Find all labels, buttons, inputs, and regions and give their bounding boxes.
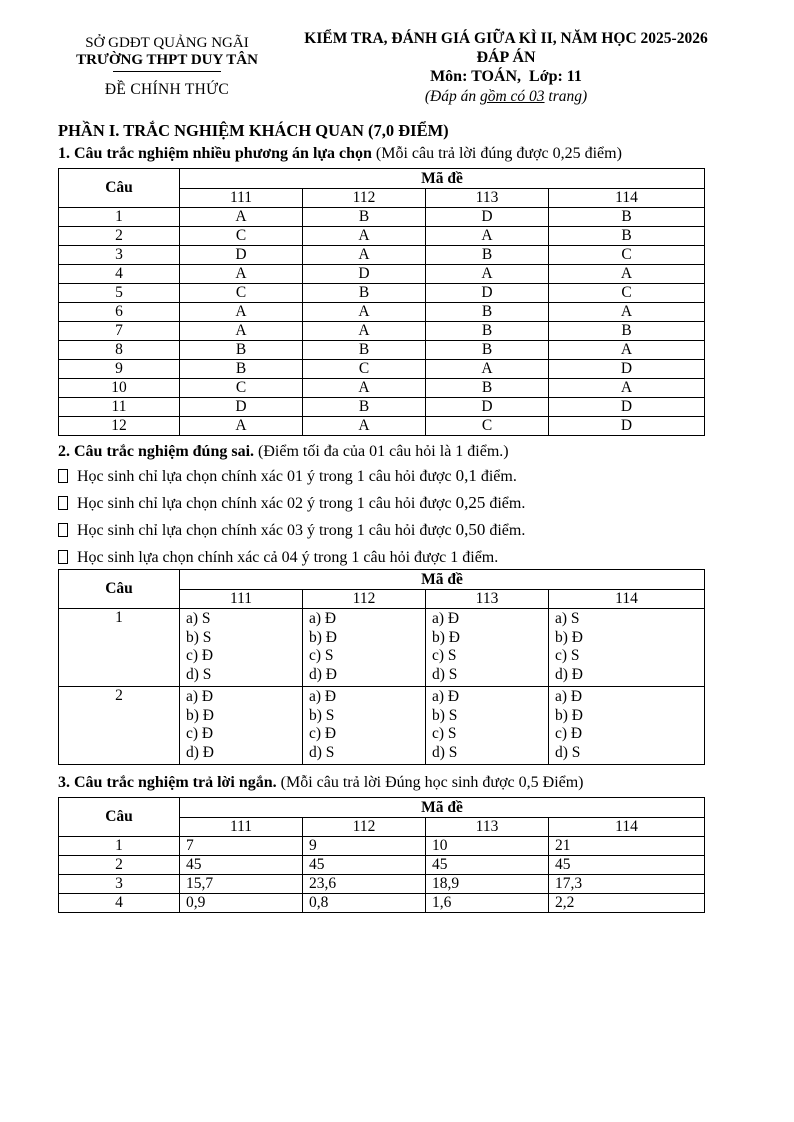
sub-answer: b) Đ — [555, 628, 583, 646]
sub-answer: b) Đ — [432, 628, 460, 646]
question-number: 12 — [59, 417, 180, 436]
question-number: 1 — [59, 208, 180, 227]
answer-cell: 15,7 — [180, 875, 303, 894]
question-number: 2 — [59, 856, 180, 875]
question-col-header: Câu — [59, 570, 180, 609]
answer-cell — [426, 687, 549, 765]
answer-cell: B — [549, 208, 705, 227]
answer-cell: 45 — [549, 856, 705, 875]
sub-answer: a) S — [186, 610, 211, 627]
answer-cell — [549, 609, 705, 687]
question-number: 4 — [59, 265, 180, 284]
table-row — [59, 398, 705, 417]
answer-cell: B — [426, 341, 549, 360]
answer-cell: A — [180, 303, 303, 322]
answer-cell: B — [180, 360, 303, 379]
answer-cell: C — [549, 246, 705, 265]
scoring-rule-item — [58, 467, 736, 486]
answer-cell: A — [549, 379, 705, 398]
answer-cell: A — [303, 379, 426, 398]
answer-cell: 45 — [426, 856, 549, 875]
scoring-rule-item — [58, 521, 736, 540]
answer-cell: A — [426, 360, 549, 379]
question-number: 4 — [59, 894, 180, 913]
answer-cell: A — [180, 265, 303, 284]
rule-score: 0,25 — [455, 493, 486, 512]
sub-answer: b) S — [432, 706, 458, 724]
answer-cell: 2,2 — [549, 894, 705, 913]
code-header: 114 — [549, 189, 705, 208]
rule-text: Học sinh chỉ lựa chọn chính xác 02 ý trong 1 câu hỏi được — [77, 495, 456, 512]
rule-text: Học sinh chỉ lựa chọn chính xác 01 ý trong 1 câu hỏi được — [77, 468, 456, 485]
answer-cell: A — [549, 341, 705, 360]
sub-answer: d) Đ — [555, 665, 583, 683]
table-header-row — [59, 570, 705, 590]
answer-cell: B — [303, 398, 426, 417]
answer-cell: B — [303, 284, 426, 303]
answer-cell: 7 — [180, 837, 303, 856]
section1-title-note: (Mỗi câu trả lời đúng được 0,25 điểm) — [375, 145, 622, 162]
subject-class-line: Môn: TOÁN, Lớp: 11 — [430, 68, 582, 85]
department-name: SỞ GDĐT QUẢNG NGÃI — [85, 35, 249, 51]
answer-cell: 9 — [303, 837, 426, 856]
rule-score: 0,50 — [455, 520, 486, 539]
code-header: 112 — [303, 818, 426, 837]
answer-cell: A — [303, 303, 426, 322]
sub-answer: a) Đ — [555, 688, 583, 705]
mcq-answers-table — [58, 168, 705, 436]
answer-cell: D — [549, 398, 705, 417]
code-header: 111 — [180, 590, 303, 609]
answer-cell: C — [180, 284, 303, 303]
table-row — [59, 265, 705, 284]
answer-cell: 21 — [549, 837, 705, 856]
question-number: 5 — [59, 284, 180, 303]
sub-answer: c) Đ — [186, 647, 214, 664]
answer-cell: 45 — [303, 856, 426, 875]
section2-title-note: (Điểm tối đa của 01 câu hỏi là 1 điểm.) — [258, 443, 509, 460]
square-bullet-icon — [58, 469, 68, 483]
sub-answer: d) S — [432, 743, 458, 761]
answer-cell: D — [426, 208, 549, 227]
school-name: TRƯỜNG THPT DUY TÂN — [76, 52, 258, 68]
question-number: 2 — [59, 687, 180, 765]
answer-cell — [180, 609, 303, 687]
sub-answer: b) S — [309, 706, 335, 724]
table-row — [59, 360, 705, 379]
answer-cell — [303, 609, 426, 687]
question-col-header: Câu — [59, 169, 180, 208]
code-group-header: Mã đề — [180, 570, 705, 590]
table-row — [59, 875, 705, 894]
code-group-header: Mã đề — [180, 169, 705, 189]
section3-title — [58, 774, 736, 792]
rule-score: 0,1 — [455, 466, 477, 485]
answer-cell: D — [180, 398, 303, 417]
answer-cell: A — [303, 322, 426, 341]
question-col-header: Câu — [59, 798, 180, 837]
answer-cell: D — [549, 417, 705, 436]
pages-note-prefix: (Đáp án — [424, 88, 480, 105]
document-header — [58, 30, 736, 106]
answer-cell: A — [426, 227, 549, 246]
table-row — [59, 284, 705, 303]
table-row — [59, 837, 705, 856]
sub-answer: c) S — [555, 647, 580, 664]
table-row — [59, 894, 705, 913]
square-bullet-icon — [58, 550, 68, 564]
question-number: 3 — [59, 246, 180, 265]
code-header: 111 — [180, 818, 303, 837]
code-header: 114 — [549, 818, 705, 837]
question-number: 6 — [59, 303, 180, 322]
answer-cell — [426, 609, 549, 687]
rule-text: điểm. — [485, 495, 526, 512]
table-row — [59, 379, 705, 398]
answer-cell: D — [549, 360, 705, 379]
question-number: 7 — [59, 322, 180, 341]
question-number: 10 — [59, 379, 180, 398]
table-row — [59, 856, 705, 875]
code-header: 114 — [549, 590, 705, 609]
table-row — [59, 609, 705, 687]
sub-answer: c) Đ — [309, 725, 337, 742]
header-right-block — [276, 30, 736, 106]
answer-cell: 23,6 — [303, 875, 426, 894]
answer-cell: 10 — [426, 837, 549, 856]
sub-answer: d) S — [309, 743, 335, 761]
scoring-rules — [58, 467, 736, 567]
code-header: 113 — [426, 189, 549, 208]
section1-title — [58, 145, 736, 163]
table-row — [59, 417, 705, 436]
exam-title: KIỂM TRA, ĐÁNH GIÁ GIỮA KÌ II, NĂM HỌC 2025-2026 — [304, 30, 708, 47]
table-row — [59, 208, 705, 227]
sub-answer: c) Đ — [186, 725, 214, 742]
header-left-rule — [113, 71, 221, 72]
answer-cell: B — [549, 322, 705, 341]
answer-cell: B — [426, 322, 549, 341]
answer-cell: C — [303, 360, 426, 379]
code-header: 113 — [426, 818, 549, 837]
code-group-header: Mã đề — [180, 798, 705, 818]
question-number: 11 — [59, 398, 180, 417]
sub-answer: d) S — [186, 665, 212, 683]
answer-cell: B — [426, 303, 549, 322]
rule-text: Học sinh lựa chọn chính xác cả 04 ý trong 1 câu hỏi được 1 điểm. — [77, 549, 499, 566]
answer-cell: D — [180, 246, 303, 265]
short-answer-table — [58, 797, 705, 913]
table-row — [59, 322, 705, 341]
answer-cell — [180, 687, 303, 765]
sub-answer: b) Đ — [555, 706, 583, 724]
answer-cell: A — [180, 322, 303, 341]
sub-answer: a) Đ — [432, 688, 460, 705]
table-row — [59, 303, 705, 322]
rule-text: điểm. — [485, 522, 526, 539]
sub-answer: b) Đ — [309, 628, 337, 646]
answer-cell: 45 — [180, 856, 303, 875]
sub-answer: a) Đ — [309, 610, 337, 627]
answer-cell: B — [426, 379, 549, 398]
sub-answer: c) Đ — [555, 725, 583, 742]
part1-title: PHẦN I. TRẮC NGHIỆM KHÁCH QUAN (7,0 ĐIỂM) — [58, 121, 449, 140]
table-header-row — [59, 798, 705, 818]
answer-cell — [549, 687, 705, 765]
answer-cell: D — [303, 265, 426, 284]
pages-note-underlined: gồm có 03 — [479, 88, 545, 105]
sub-answer: a) Đ — [432, 610, 460, 627]
question-number: 3 — [59, 875, 180, 894]
true-false-answers-table — [58, 569, 705, 765]
table-row — [59, 687, 705, 765]
answer-cell: C — [180, 379, 303, 398]
question-number: 1 — [59, 609, 180, 687]
answer-cell: C — [180, 227, 303, 246]
sub-answer: c) S — [309, 647, 334, 664]
rule-text: Học sinh chỉ lựa chọn chính xác 03 ý trong 1 câu hỏi được — [77, 522, 456, 539]
sub-answer: a) S — [555, 610, 580, 627]
sub-answer: d) S — [555, 743, 581, 761]
scoring-rule-item — [58, 494, 736, 513]
answer-cell: D — [426, 398, 549, 417]
table-header-row — [59, 169, 705, 189]
answer-cell: A — [549, 265, 705, 284]
rule-text: điểm. — [476, 468, 517, 485]
scoring-rule-item — [58, 548, 736, 567]
question-number: 2 — [59, 227, 180, 246]
question-number: 1 — [59, 837, 180, 856]
sub-answer: c) S — [432, 647, 457, 664]
section3-title-bold: 3. Câu trắc nghiệm trả lời ngắn. — [58, 774, 281, 791]
answer-cell: 0,9 — [180, 894, 303, 913]
sub-answer: b) Đ — [186, 706, 214, 724]
section3-title-note: (Mỗi câu trả lời Đúng học sinh được 0,5 Điểm) — [280, 774, 584, 791]
answer-cell: 1,6 — [426, 894, 549, 913]
table-row — [59, 227, 705, 246]
sub-answer: c) S — [432, 725, 457, 742]
answer-cell: B — [180, 341, 303, 360]
section2-title-bold: 2. Câu trắc nghiệm đúng sai. — [58, 443, 259, 460]
answer-cell: 17,3 — [549, 875, 705, 894]
question-number: 9 — [59, 360, 180, 379]
answer-cell: C — [426, 417, 549, 436]
answer-cell: A — [303, 227, 426, 246]
exam-type-label: ĐỀ CHÍNH THỨC — [104, 81, 230, 98]
answer-cell: A — [549, 303, 705, 322]
answer-cell: B — [426, 246, 549, 265]
square-bullet-icon — [58, 523, 68, 537]
header-left-block — [58, 30, 276, 106]
code-header: 112 — [303, 590, 426, 609]
sub-answer: d) Đ — [309, 665, 337, 683]
section2-title — [58, 443, 736, 461]
answer-cell — [303, 687, 426, 765]
answer-cell: B — [303, 341, 426, 360]
table-row — [59, 246, 705, 265]
answer-cell: A — [180, 208, 303, 227]
answer-cell: A — [426, 265, 549, 284]
pages-note — [276, 88, 736, 106]
answer-cell: B — [303, 208, 426, 227]
answer-cell: 18,9 — [426, 875, 549, 894]
answer-cell: C — [549, 284, 705, 303]
code-header: 111 — [180, 189, 303, 208]
question-number: 8 — [59, 341, 180, 360]
answer-cell: A — [303, 417, 426, 436]
sub-answer: d) S — [432, 665, 458, 683]
sub-answer: a) Đ — [186, 688, 214, 705]
answer-cell: A — [303, 246, 426, 265]
sub-answer: b) S — [186, 628, 212, 646]
answer-cell: B — [549, 227, 705, 246]
code-header: 113 — [426, 590, 549, 609]
pages-note-suffix: trang) — [544, 88, 588, 105]
sub-answer: a) Đ — [309, 688, 337, 705]
answer-cell: 0,8 — [303, 894, 426, 913]
square-bullet-icon — [58, 496, 68, 510]
answer-cell: D — [426, 284, 549, 303]
section1-title-bold: 1. Câu trắc nghiệm nhiều phương án lựa chọn — [58, 145, 376, 162]
answer-key-label: ĐÁP ÁN — [476, 49, 536, 66]
code-header: 112 — [303, 189, 426, 208]
sub-answer: d) Đ — [186, 743, 214, 761]
answer-cell: A — [180, 417, 303, 436]
table-row — [59, 341, 705, 360]
